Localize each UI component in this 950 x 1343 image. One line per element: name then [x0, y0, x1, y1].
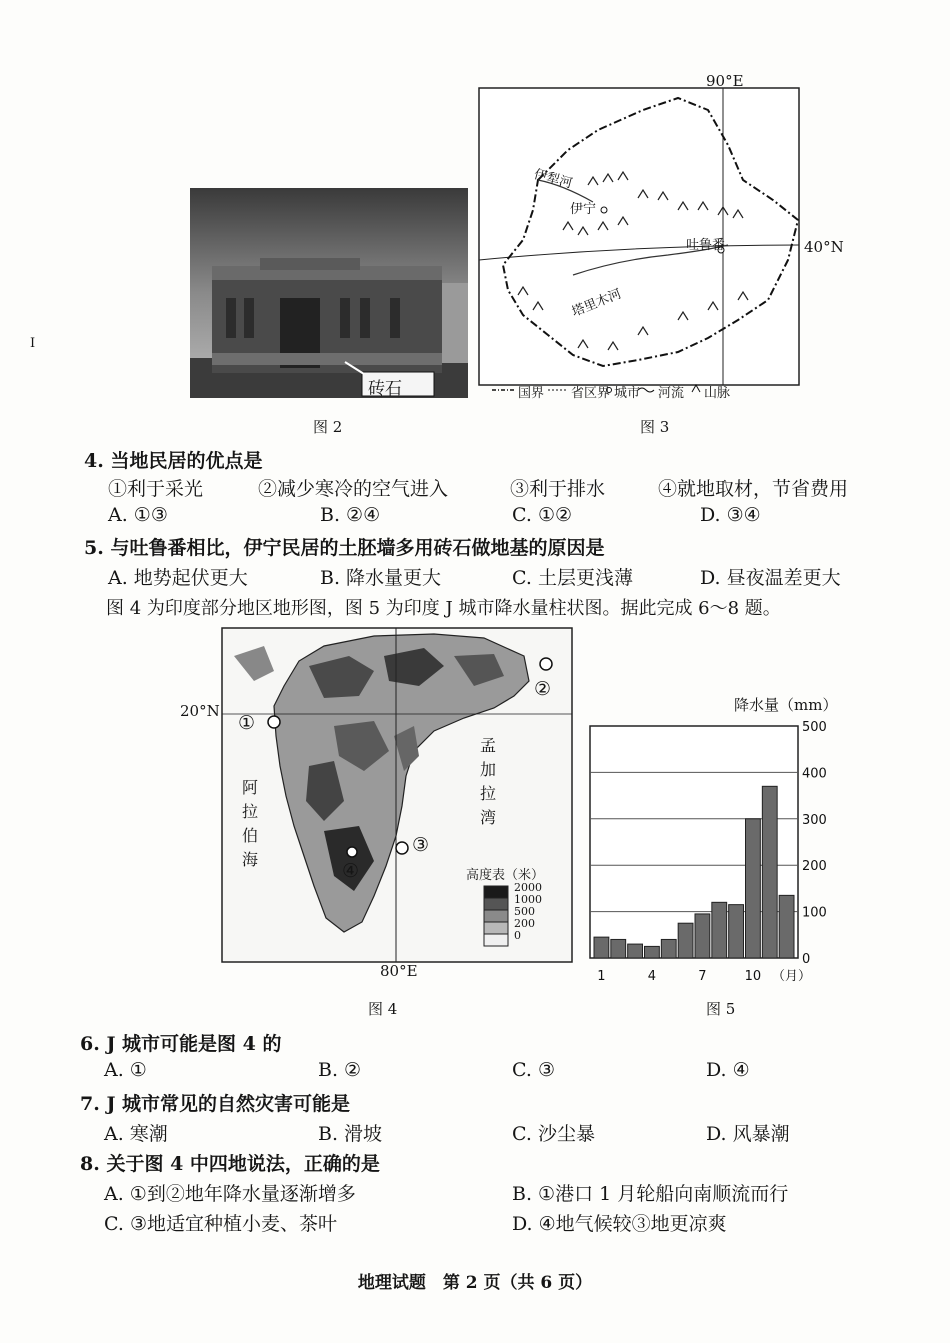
- lon-90e-label: 90°E: [706, 72, 744, 90]
- figure-3: [478, 70, 850, 405]
- x-tick-label: 10: [744, 969, 762, 984]
- precip-bar-month-9: [729, 905, 744, 958]
- q4-stem: 4. 当地民居的优点是: [84, 450, 263, 472]
- precip-bar-month-10: [746, 819, 761, 958]
- q4-item-1: ①利于采光: [108, 478, 204, 500]
- precip-bar-month-12: [779, 895, 794, 958]
- y-tick-label: 500: [802, 720, 827, 735]
- q6-option-d[interactable]: D. ④: [706, 1059, 750, 1081]
- figure-3-caption: 图 3: [640, 418, 670, 436]
- q4-item-2: ②减少寒冷的空气进入: [258, 478, 449, 500]
- lat-20n-label: 20°N: [180, 702, 220, 720]
- y-tick-label: 100: [802, 905, 827, 921]
- precip-bar-month-4: [645, 946, 660, 958]
- q6-option-b[interactable]: B. ②: [318, 1059, 362, 1081]
- figure-5-caption: 图 5: [706, 1000, 736, 1018]
- figure-4-caption: 图 4: [368, 1000, 398, 1018]
- marker-4: ④: [342, 860, 360, 882]
- figure-4: [174, 626, 574, 980]
- q4-item-3: ③利于排水: [510, 478, 606, 500]
- q5-stem: 5. 与吐鲁番相比，伊宁民居的土胚墙多用砖石做地基的原因是: [84, 537, 605, 559]
- precip-bar-month-2: [611, 939, 626, 958]
- xinjiang-map: [478, 70, 850, 405]
- arabian-sea-label: 阿 拉 伯 海: [242, 778, 259, 869]
- precip-bar-month-11: [762, 786, 777, 958]
- bay-of-bengal-label: 孟 加 拉 湾: [480, 736, 497, 827]
- x-tick-label: 7: [698, 969, 707, 984]
- lon-80e-label: 80°E: [380, 962, 418, 980]
- y-tick-label: 200: [802, 859, 827, 875]
- x-axis-label: （月）: [772, 969, 812, 984]
- intro-text: 图 4 为印度部分地区地形图，图 5 为印度 J 城市降水量柱状图。据此完成 6～8 题。: [106, 598, 781, 619]
- q8-stem: 8. 关于图 4 中四地说法，正确的是: [80, 1153, 380, 1175]
- marker-3: ③: [412, 834, 430, 856]
- q4-option-a[interactable]: A. ①③: [108, 504, 168, 526]
- y-tick-label: 300: [802, 812, 827, 828]
- precip-bar-month-8: [712, 902, 727, 958]
- figure-2: [190, 188, 468, 398]
- x-tick-label: 4: [647, 969, 657, 984]
- lat-40n-label: 40°N: [804, 238, 844, 256]
- figure-2-caption: 图 2: [313, 418, 343, 436]
- precip-bar-month-1: [594, 937, 609, 958]
- q7-option-b[interactable]: B. 滑坡: [318, 1123, 383, 1145]
- legend-province: 省区界: [571, 386, 611, 401]
- figure-5: [580, 690, 850, 990]
- q5-option-c[interactable]: C. 土层更浅薄: [512, 567, 633, 589]
- y-tick-label: 400: [802, 766, 827, 782]
- y-tick-label: 0: [802, 952, 811, 967]
- q7-option-a[interactable]: A. 寒潮: [104, 1123, 168, 1145]
- q7-stem: 7. J 城市常见的自然灾害可能是: [80, 1093, 351, 1115]
- q8-option-d[interactable]: D. ④地气候较③地更凉爽: [512, 1213, 727, 1235]
- elevation-legend-title: 高度表（米）: [466, 868, 545, 883]
- q6-stem: 6. J 城市可能是图 4 的: [80, 1033, 282, 1055]
- precip-ylabel: 降水量（mm）: [734, 696, 838, 714]
- q6-option-a[interactable]: A. ①: [104, 1059, 147, 1081]
- yining-label: 伊宁: [570, 202, 597, 217]
- elevation-legend-values: 2000 1000 500 200 0: [514, 881, 542, 942]
- q8-option-c[interactable]: C. ③地适宜种植小麦、茶叶: [104, 1213, 337, 1235]
- q4-option-c[interactable]: C. ①②: [512, 504, 573, 526]
- q5-option-b[interactable]: B. 降水量更大: [320, 567, 442, 589]
- legend-city: 城市: [614, 386, 641, 401]
- q8-option-b[interactable]: B. ①港口 1 月轮船向南顺流而行: [512, 1183, 789, 1205]
- q4-item-4: ④就地取材，节省费用: [658, 478, 849, 500]
- precip-bar-month-6: [678, 923, 693, 958]
- q5-option-d[interactable]: D. 昼夜温差更大: [700, 567, 841, 589]
- legend-mountain: 山脉: [704, 386, 731, 401]
- house-photo: [190, 188, 468, 398]
- marker-1: ①: [238, 712, 256, 734]
- tarim-river-label: 塔里木河: [569, 286, 624, 321]
- precip-bar-month-3: [628, 944, 643, 958]
- precip-bar-month-7: [695, 914, 710, 958]
- x-tick-label: 1: [597, 969, 606, 984]
- q7-option-d[interactable]: D. 风暴潮: [706, 1123, 790, 1145]
- legend-river: 河流: [658, 386, 685, 401]
- legend-border: 国界: [518, 386, 545, 401]
- margin-mark: I: [30, 336, 36, 351]
- page-footer: 地理试题 第 2 页（共 6 页）: [357, 1273, 593, 1293]
- precip-bar-month-5: [661, 939, 676, 958]
- ili-river-label: 伊犁河: [532, 167, 574, 192]
- precipitation-chart: [580, 690, 850, 990]
- q5-option-a[interactable]: A. 地势起伏更大: [108, 567, 248, 589]
- q6-option-c[interactable]: C. ③: [512, 1059, 555, 1081]
- turpan-label: 吐鲁番: [686, 238, 726, 253]
- q4-option-b[interactable]: B. ②④: [320, 504, 381, 526]
- brick-stone-label: 砖石: [368, 379, 402, 399]
- q4-option-d[interactable]: D. ③④: [700, 504, 761, 526]
- q7-option-c[interactable]: C. 沙尘暴: [512, 1123, 595, 1145]
- q8-option-a[interactable]: A. ①到②地年降水量逐渐增多: [104, 1183, 356, 1205]
- marker-2: ②: [534, 678, 552, 700]
